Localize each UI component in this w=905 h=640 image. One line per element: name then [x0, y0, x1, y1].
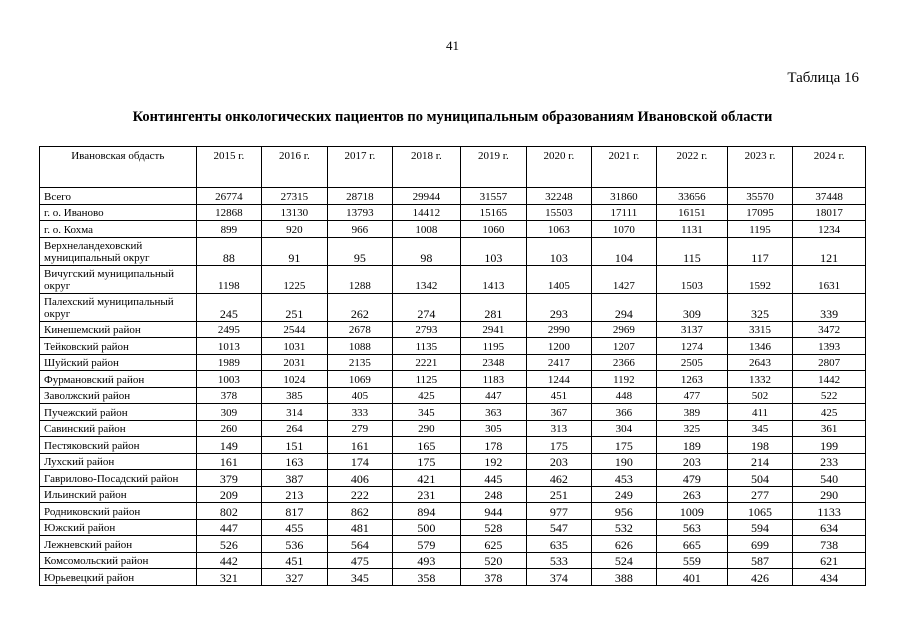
- value-cell: 3137: [657, 321, 728, 338]
- column-header-region: Ивановская обдасть: [40, 147, 197, 188]
- value-cell: 434: [793, 569, 866, 586]
- table-row: [40, 552, 866, 569]
- value-cell: 35570: [727, 188, 793, 205]
- row-name-cell: Заволжский район: [40, 387, 197, 404]
- value-cell: 274: [393, 293, 461, 321]
- value-cell: 233: [793, 453, 866, 470]
- value-cell: 411: [727, 404, 793, 421]
- value-cell: 161: [327, 437, 393, 454]
- value-cell: 345: [727, 420, 793, 437]
- value-cell: 198: [727, 437, 793, 454]
- value-cell: 2135: [327, 354, 393, 371]
- value-cell: 579: [393, 536, 461, 553]
- value-cell: 524: [591, 552, 657, 569]
- table-row: [40, 188, 866, 205]
- value-cell: 1234: [793, 221, 866, 238]
- value-cell: 532: [591, 519, 657, 536]
- value-cell: 481: [327, 519, 393, 536]
- value-cell: 1413: [460, 265, 527, 293]
- value-cell: 2793: [393, 321, 461, 338]
- table-row: [40, 470, 866, 487]
- value-cell: 451: [527, 387, 591, 404]
- value-cell: 95: [327, 237, 393, 265]
- value-cell: 1024: [262, 371, 328, 388]
- value-cell: 29944: [393, 188, 461, 205]
- value-cell: 2505: [657, 354, 728, 371]
- value-cell: 231: [393, 486, 461, 503]
- value-cell: 2366: [591, 354, 657, 371]
- value-cell: 1274: [657, 338, 728, 355]
- value-cell: 504: [727, 470, 793, 487]
- value-cell: 1288: [327, 265, 393, 293]
- value-cell: 425: [393, 387, 461, 404]
- value-cell: 17095: [727, 204, 793, 221]
- value-cell: 178: [460, 437, 527, 454]
- value-cell: 635: [527, 536, 591, 553]
- value-cell: 2941: [460, 321, 527, 338]
- value-cell: 321: [196, 569, 262, 586]
- value-cell: 1065: [727, 503, 793, 520]
- value-cell: 339: [793, 293, 866, 321]
- column-header-year: 2015 г.: [196, 147, 262, 188]
- table-row: [40, 204, 866, 221]
- value-cell: 305: [460, 420, 527, 437]
- value-cell: 387: [262, 470, 328, 487]
- value-cell: 1346: [727, 338, 793, 355]
- row-name-cell: Лежневский район: [40, 536, 197, 553]
- value-cell: 367: [527, 404, 591, 421]
- value-cell: 304: [591, 420, 657, 437]
- value-cell: 16151: [657, 204, 728, 221]
- value-cell: 103: [460, 237, 527, 265]
- value-cell: 163: [262, 453, 328, 470]
- value-cell: 294: [591, 293, 657, 321]
- row-name-cell: Комсомольский район: [40, 552, 197, 569]
- value-cell: 540: [793, 470, 866, 487]
- value-cell: 15165: [460, 204, 527, 221]
- table-title: Контингенты онкологических пациентов по муниципальным образованиям Ивановской области: [132, 109, 773, 125]
- value-cell: 325: [657, 420, 728, 437]
- value-cell: 389: [657, 404, 728, 421]
- value-cell: 2807: [793, 354, 866, 371]
- value-cell: 453: [591, 470, 657, 487]
- value-cell: 262: [327, 293, 393, 321]
- value-cell: 1244: [527, 371, 591, 388]
- value-cell: 2031: [262, 354, 328, 371]
- row-name-cell: Фурмановский район: [40, 371, 197, 388]
- value-cell: 14412: [393, 204, 461, 221]
- table-row: [40, 486, 866, 503]
- value-cell: 479: [657, 470, 728, 487]
- value-cell: 462: [527, 470, 591, 487]
- table-row: [40, 338, 866, 355]
- value-cell: 1427: [591, 265, 657, 293]
- value-cell: 1031: [262, 338, 328, 355]
- value-cell: 1442: [793, 371, 866, 388]
- value-cell: 165: [393, 437, 461, 454]
- value-cell: 536: [262, 536, 328, 553]
- value-cell: 374: [527, 569, 591, 586]
- value-cell: 493: [393, 552, 461, 569]
- value-cell: 327: [262, 569, 328, 586]
- row-name-cell: г. о. Кохма: [40, 221, 197, 238]
- value-cell: 1342: [393, 265, 461, 293]
- value-cell: 115: [657, 237, 728, 265]
- value-cell: 31860: [591, 188, 657, 205]
- table-row: [40, 503, 866, 520]
- row-name-cell: Ильинский район: [40, 486, 197, 503]
- row-name-cell: Гаврилово-Посадский район: [40, 470, 197, 487]
- value-cell: 366: [591, 404, 657, 421]
- column-header-year: 2017 г.: [327, 147, 393, 188]
- value-cell: 279: [327, 420, 393, 437]
- value-cell: 345: [393, 404, 461, 421]
- row-name-cell: г. о. Иваново: [40, 204, 197, 221]
- table-row: [40, 321, 866, 338]
- value-cell: 37448: [793, 188, 866, 205]
- value-cell: 248: [460, 486, 527, 503]
- table-row: [40, 536, 866, 553]
- value-cell: 2544: [262, 321, 328, 338]
- value-cell: 32248: [527, 188, 591, 205]
- value-cell: 475: [327, 552, 393, 569]
- value-cell: 1503: [657, 265, 728, 293]
- value-cell: 293: [527, 293, 591, 321]
- row-name-cell: Шуйский район: [40, 354, 197, 371]
- value-cell: 325: [727, 293, 793, 321]
- value-cell: 18017: [793, 204, 866, 221]
- value-cell: 528: [460, 519, 527, 536]
- value-cell: 203: [527, 453, 591, 470]
- value-cell: 251: [262, 293, 328, 321]
- table-row: [40, 437, 866, 454]
- value-cell: 920: [262, 221, 328, 238]
- value-cell: 1135: [393, 338, 461, 355]
- value-cell: 264: [262, 420, 328, 437]
- value-cell: 1013: [196, 338, 262, 355]
- table-row: [40, 404, 866, 421]
- value-cell: 477: [657, 387, 728, 404]
- value-cell: 621: [793, 552, 866, 569]
- value-cell: 361: [793, 420, 866, 437]
- value-cell: 203: [657, 453, 728, 470]
- value-cell: 290: [393, 420, 461, 437]
- page-number: 41: [446, 38, 459, 53]
- value-cell: 587: [727, 552, 793, 569]
- value-cell: 1069: [327, 371, 393, 388]
- value-cell: 1125: [393, 371, 461, 388]
- value-cell: 738: [793, 536, 866, 553]
- value-cell: 426: [727, 569, 793, 586]
- value-cell: 388: [591, 569, 657, 586]
- value-cell: 15503: [527, 204, 591, 221]
- value-cell: 313: [527, 420, 591, 437]
- value-cell: 1008: [393, 221, 461, 238]
- column-header-year: 2021 г.: [591, 147, 657, 188]
- value-cell: 1405: [527, 265, 591, 293]
- value-cell: 175: [591, 437, 657, 454]
- value-cell: 2643: [727, 354, 793, 371]
- value-cell: 533: [527, 552, 591, 569]
- value-cell: 174: [327, 453, 393, 470]
- value-cell: 13130: [262, 204, 328, 221]
- value-cell: 214: [727, 453, 793, 470]
- column-header-year: 2018 г.: [393, 147, 461, 188]
- value-cell: 345: [327, 569, 393, 586]
- row-name-cell: Тейковский район: [40, 338, 197, 355]
- table-header-row: [40, 147, 866, 188]
- value-cell: 31557: [460, 188, 527, 205]
- value-cell: 121: [793, 237, 866, 265]
- value-cell: 88: [196, 237, 262, 265]
- value-cell: 222: [327, 486, 393, 503]
- value-cell: 161: [196, 453, 262, 470]
- value-cell: 502: [727, 387, 793, 404]
- value-cell: 1207: [591, 338, 657, 355]
- value-cell: 1060: [460, 221, 527, 238]
- value-cell: 447: [460, 387, 527, 404]
- value-cell: 309: [196, 404, 262, 421]
- value-cell: 199: [793, 437, 866, 454]
- value-cell: 33656: [657, 188, 728, 205]
- value-cell: 117: [727, 237, 793, 265]
- table-row: [40, 293, 866, 321]
- value-cell: 699: [727, 536, 793, 553]
- value-cell: 594: [727, 519, 793, 536]
- value-cell: 314: [262, 404, 328, 421]
- value-cell: 1063: [527, 221, 591, 238]
- row-name-cell: Савинский район: [40, 420, 197, 437]
- table-row: [40, 569, 866, 586]
- value-cell: 91: [262, 237, 328, 265]
- value-cell: 559: [657, 552, 728, 569]
- value-cell: 103: [527, 237, 591, 265]
- table-row: [40, 420, 866, 437]
- value-cell: 3472: [793, 321, 866, 338]
- value-cell: 956: [591, 503, 657, 520]
- value-cell: 13793: [327, 204, 393, 221]
- value-cell: 378: [460, 569, 527, 586]
- value-cell: 899: [196, 221, 262, 238]
- value-cell: 405: [327, 387, 393, 404]
- value-cell: 1198: [196, 265, 262, 293]
- value-cell: 251: [527, 486, 591, 503]
- value-cell: 26774: [196, 188, 262, 205]
- value-cell: 1393: [793, 338, 866, 355]
- value-cell: 245: [196, 293, 262, 321]
- value-cell: 442: [196, 552, 262, 569]
- value-cell: 564: [327, 536, 393, 553]
- value-cell: 189: [657, 437, 728, 454]
- row-name-cell: Лухский район: [40, 453, 197, 470]
- value-cell: 263: [657, 486, 728, 503]
- row-name-cell: Пестяковский район: [40, 437, 197, 454]
- value-cell: 98: [393, 237, 461, 265]
- value-cell: 3315: [727, 321, 793, 338]
- table-row: [40, 237, 866, 265]
- value-cell: 104: [591, 237, 657, 265]
- column-header-year: 2023 г.: [727, 147, 793, 188]
- row-name-cell: Вичугский муниципальный округ: [40, 265, 197, 293]
- value-cell: 966: [327, 221, 393, 238]
- value-cell: 2495: [196, 321, 262, 338]
- value-cell: 2969: [591, 321, 657, 338]
- value-cell: 625: [460, 536, 527, 553]
- value-cell: 445: [460, 470, 527, 487]
- value-cell: 448: [591, 387, 657, 404]
- column-header-year: 2020 г.: [527, 147, 591, 188]
- row-name-cell: Всего: [40, 188, 197, 205]
- value-cell: 1133: [793, 503, 866, 520]
- row-name-cell: Родниковский район: [40, 503, 197, 520]
- row-name-cell: Палехский муниципальный округ: [40, 293, 197, 321]
- table-label: Таблица 16: [787, 70, 859, 86]
- value-cell: 1131: [657, 221, 728, 238]
- value-cell: 28718: [327, 188, 393, 205]
- value-cell: 1631: [793, 265, 866, 293]
- value-cell: 563: [657, 519, 728, 536]
- value-cell: 425: [793, 404, 866, 421]
- value-cell: 2221: [393, 354, 461, 371]
- value-cell: 1192: [591, 371, 657, 388]
- table-row: [40, 453, 866, 470]
- row-name-cell: Пучежский район: [40, 404, 197, 421]
- value-cell: 665: [657, 536, 728, 553]
- value-cell: 2990: [527, 321, 591, 338]
- value-cell: 944: [460, 503, 527, 520]
- value-cell: 1009: [657, 503, 728, 520]
- value-cell: 358: [393, 569, 461, 586]
- value-cell: 401: [657, 569, 728, 586]
- value-cell: 192: [460, 453, 527, 470]
- value-cell: 634: [793, 519, 866, 536]
- column-header-year: 2019 г.: [460, 147, 527, 188]
- value-cell: 1070: [591, 221, 657, 238]
- row-name-cell: Юрьевецкий район: [40, 569, 197, 586]
- value-cell: 2348: [460, 354, 527, 371]
- table-row: [40, 371, 866, 388]
- value-cell: 379: [196, 470, 262, 487]
- value-cell: 547: [527, 519, 591, 536]
- value-cell: 455: [262, 519, 328, 536]
- value-cell: 17111: [591, 204, 657, 221]
- value-cell: 2678: [327, 321, 393, 338]
- value-cell: 363: [460, 404, 527, 421]
- value-cell: 1183: [460, 371, 527, 388]
- row-name-cell: Кинешемский район: [40, 321, 197, 338]
- value-cell: 209: [196, 486, 262, 503]
- value-cell: 421: [393, 470, 461, 487]
- table-row: [40, 387, 866, 404]
- value-cell: 290: [793, 486, 866, 503]
- value-cell: 626: [591, 536, 657, 553]
- value-cell: 1200: [527, 338, 591, 355]
- value-cell: 1989: [196, 354, 262, 371]
- value-cell: 277: [727, 486, 793, 503]
- table-row: [40, 519, 866, 536]
- row-name-cell: Южский район: [40, 519, 197, 536]
- value-cell: 1263: [657, 371, 728, 388]
- value-cell: 520: [460, 552, 527, 569]
- value-cell: 802: [196, 503, 262, 520]
- table-row: [40, 354, 866, 371]
- value-cell: 1195: [727, 221, 793, 238]
- value-cell: 1195: [460, 338, 527, 355]
- value-cell: 817: [262, 503, 328, 520]
- value-cell: 249: [591, 486, 657, 503]
- value-cell: 1003: [196, 371, 262, 388]
- table-row: [40, 265, 866, 293]
- value-cell: 309: [657, 293, 728, 321]
- value-cell: 12868: [196, 204, 262, 221]
- value-cell: 977: [527, 503, 591, 520]
- value-cell: 190: [591, 453, 657, 470]
- value-cell: 1088: [327, 338, 393, 355]
- column-header-year: 2022 г.: [657, 147, 728, 188]
- value-cell: 1592: [727, 265, 793, 293]
- value-cell: 500: [393, 519, 461, 536]
- value-cell: 333: [327, 404, 393, 421]
- value-cell: 260: [196, 420, 262, 437]
- value-cell: 27315: [262, 188, 328, 205]
- value-cell: 406: [327, 470, 393, 487]
- column-header-year: 2016 г.: [262, 147, 328, 188]
- value-cell: 2417: [527, 354, 591, 371]
- value-cell: 151: [262, 437, 328, 454]
- value-cell: 213: [262, 486, 328, 503]
- value-cell: 526: [196, 536, 262, 553]
- value-cell: 1332: [727, 371, 793, 388]
- row-name-cell: Верхнеландеховский муниципальный округ: [40, 237, 197, 265]
- value-cell: 862: [327, 503, 393, 520]
- value-cell: 522: [793, 387, 866, 404]
- value-cell: 378: [196, 387, 262, 404]
- value-cell: 281: [460, 293, 527, 321]
- value-cell: 447: [196, 519, 262, 536]
- value-cell: 385: [262, 387, 328, 404]
- table-row: [40, 221, 866, 238]
- value-cell: 451: [262, 552, 328, 569]
- value-cell: 1225: [262, 265, 328, 293]
- column-header-year: 2024 г.: [793, 147, 866, 188]
- value-cell: 175: [393, 453, 461, 470]
- value-cell: 894: [393, 503, 461, 520]
- value-cell: 149: [196, 437, 262, 454]
- table-body: [40, 188, 866, 586]
- value-cell: 175: [527, 437, 591, 454]
- data-table: [39, 146, 866, 586]
